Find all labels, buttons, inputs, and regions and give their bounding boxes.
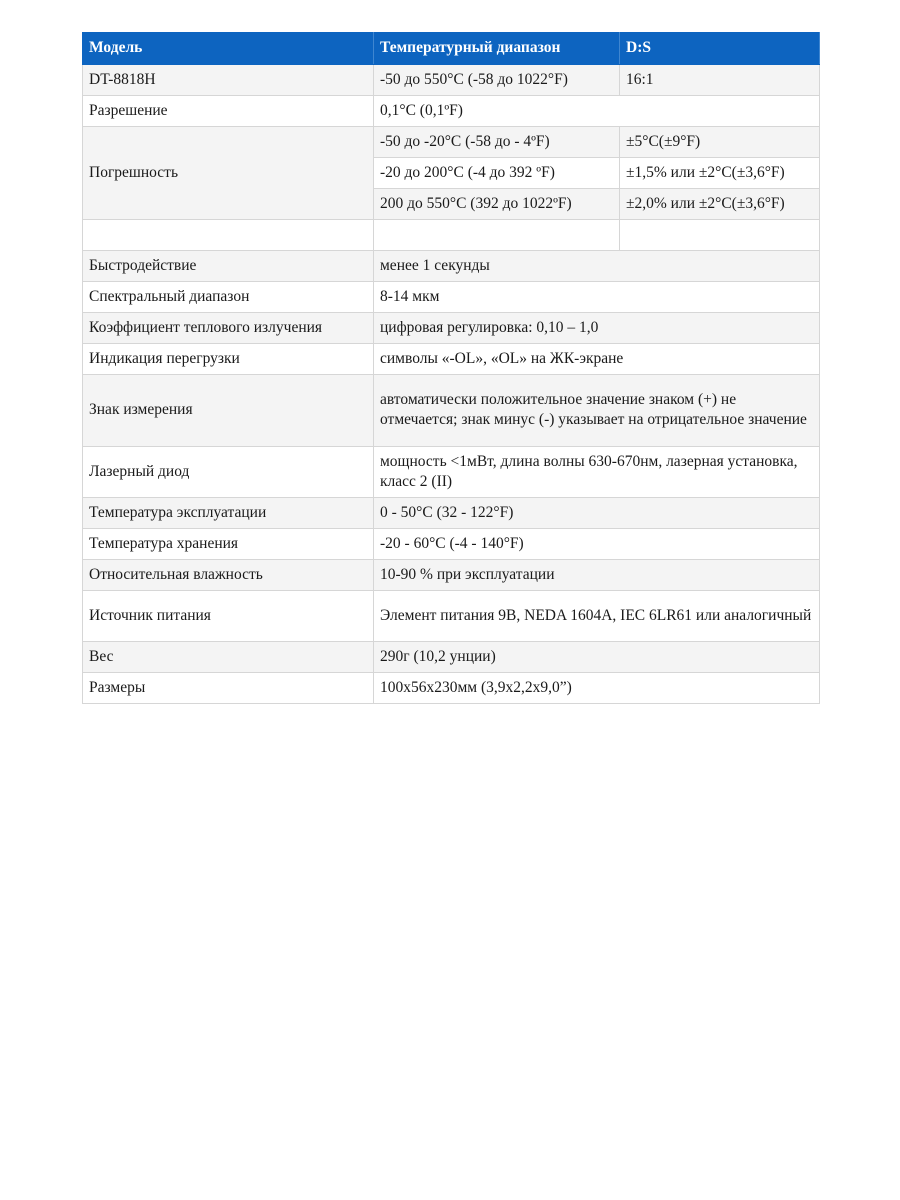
table-row-empty (83, 220, 820, 251)
row-label: Знак измерения (83, 375, 374, 447)
table-row (83, 498, 820, 529)
row-value: цифровая регулировка: 0,10 – 1,0 (374, 313, 820, 344)
row-value: 8-14 мкм (374, 282, 820, 313)
header-row (83, 33, 820, 65)
row-value: 100x56x230мм (3,9x2,2x9,0”) (374, 673, 820, 704)
row-value: символы «-OL», «OL» на ЖК-экране (374, 344, 820, 375)
row-value: 0,1°C (0,1ºF) (374, 96, 820, 127)
row-label: Температура хранения (83, 529, 374, 560)
row-value: 10-90 % при эксплуатации (374, 560, 820, 591)
row-label: Коэффициент теплового излучения (83, 313, 374, 344)
header-model: Модель (83, 33, 374, 65)
row-label: Погрешность (83, 127, 374, 220)
empty-cell (83, 220, 374, 251)
cell-model: DT-8818H (83, 65, 374, 96)
empty-cell (374, 220, 620, 251)
table-row (83, 375, 820, 447)
empty-cell (620, 220, 820, 251)
row-label: Спектральный диапазон (83, 282, 374, 313)
header-ds: D:S (620, 33, 820, 65)
cell-ds: 16:1 (620, 65, 820, 96)
table-row (83, 344, 820, 375)
row-label: Источник питания (83, 591, 374, 642)
row-label: Быстродействие (83, 251, 374, 282)
table-row (83, 251, 820, 282)
row-value: Элемент питания 9В, NEDA 1604A, IEC 6LR61 или аналогичный (374, 591, 820, 642)
row-label: Вес (83, 642, 374, 673)
row-value: -20 - 60°C (-4 - 140°F) (374, 529, 820, 560)
table-row (83, 673, 820, 704)
table-row (83, 313, 820, 344)
accuracy-range: 200 до 550°C (392 до 1022ºF) (374, 189, 620, 220)
table-row (83, 560, 820, 591)
row-value: 290г (10,2 унции) (374, 642, 820, 673)
row-label: Лазерный диод (83, 447, 374, 498)
accuracy-range: -50 до -20°C (-58 до - 4ºF) (374, 127, 620, 158)
cell-temp-range: -50 до 550°C (-58 до 1022°F) (374, 65, 620, 96)
table-row (83, 282, 820, 313)
table-row (83, 529, 820, 560)
table-row-resolution (83, 96, 820, 127)
accuracy-range: -20 до 200°C (-4 до 392 ºF) (374, 158, 620, 189)
table-row (83, 447, 820, 498)
spec-table (82, 32, 820, 704)
table-row-accuracy (83, 127, 820, 158)
row-label: Относительная влажность (83, 560, 374, 591)
row-label: Размеры (83, 673, 374, 704)
accuracy-value: ±2,0% или ±2°C(±3,6°F) (620, 189, 820, 220)
table-row (83, 642, 820, 673)
row-label: Индикация перегрузки (83, 344, 374, 375)
row-value: менее 1 секунды (374, 251, 820, 282)
row-value: мощность <1мВт, длина волны 630-670нм, лазерная установка, класс 2 (II) (374, 447, 820, 498)
header-temp-range: Температурный диапазон (374, 33, 620, 65)
row-label: Температура эксплуатации (83, 498, 374, 529)
table-row-model (83, 65, 820, 96)
accuracy-value: ±1,5% или ±2°C(±3,6°F) (620, 158, 820, 189)
row-value: автоматически положительное значение знаком (+) не отмечается; знак минус (-) указывает на отрицательное значение (374, 375, 820, 447)
row-value: 0 - 50°C (32 - 122°F) (374, 498, 820, 529)
table-row (83, 591, 820, 642)
accuracy-value: ±5°C(±9°F) (620, 127, 820, 158)
row-label: Разрешение (83, 96, 374, 127)
